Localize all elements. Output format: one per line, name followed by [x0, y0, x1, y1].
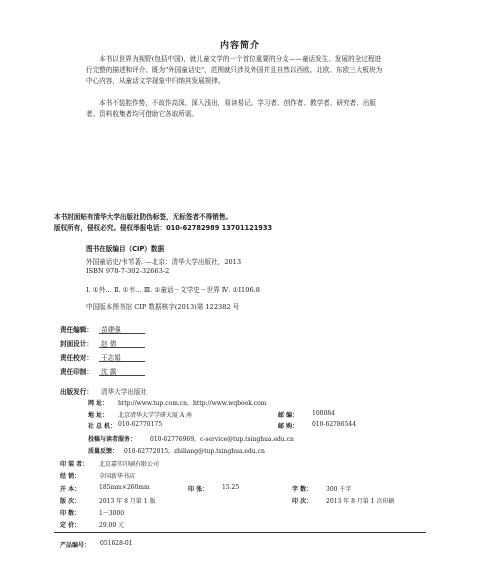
- summary-paragraph-1: 本书以世界为视野(包括中国)，就儿童文学的一个首位重要的分支——童话发生、发展的全过程进行完整的描述和评介。既为"外国童话史"，范围就只涉及外国并且自然以西欧、北欧、东欧三大板块为中心内容，从童话文学现象中归纳其发展规律。: [86, 55, 383, 85]
- word-count-label: 字 数：: [292, 486, 313, 493]
- price-value: 29.00 元: [99, 522, 125, 529]
- quality-feedback-label: 质量反馈：: [88, 448, 119, 455]
- quality-feedback-value: 010-62772015，zhiliang@tup.tsinghua.edu.cn: [124, 448, 265, 455]
- format-value: 185mm×260mm: [99, 484, 150, 491]
- address-label: 地 址：: [88, 412, 109, 419]
- edition-label: 版 次：: [60, 498, 81, 505]
- print-supervisor-label: 责任印制：: [60, 368, 93, 376]
- distributor-value: 全国新华书店: [99, 473, 136, 480]
- product-code-label: 产品编号：: [60, 542, 91, 549]
- printer-value: 北京嘉实印刷有限公司: [99, 461, 160, 468]
- anti-counterfeit-notice: 本书封面贴有清华大学出版社防伪标签，无标签者不得销售。: [54, 213, 233, 221]
- publisher-label: 出版发行：: [60, 388, 93, 396]
- cip-record: 中国版本图书馆 CIP 数据核字(2013)第 122382 号: [86, 303, 240, 311]
- proofreader-label: 责任校对：: [60, 354, 93, 362]
- website-label: 网 址：: [88, 400, 109, 407]
- editor-label: 责任编辑：: [60, 326, 93, 334]
- summary-title: 内容简介: [219, 41, 260, 51]
- price-label: 定 价：: [60, 522, 81, 529]
- summary-paragraph-2: 本书不装腔作势，不故作高深，深入浅出，易读易记。学习者、创作者、教学者、研究者、出版者、资料收集者均可借助它各取所需。: [86, 99, 376, 118]
- proofreader-underline: [99, 361, 145, 362]
- print-supervisor-underline: [99, 375, 145, 376]
- cip-isbn: ISBN 978-7-302-32663-2: [86, 267, 170, 275]
- impression-label: 印 次：: [292, 498, 313, 505]
- proofreader-value: 王志娟: [101, 354, 121, 362]
- impression-value: 2013 年 8 月第 1 次印刷: [326, 498, 395, 505]
- format-label: 开 本：: [60, 486, 81, 493]
- cover-design-underline: [99, 347, 145, 348]
- distributor-label: 经 销：: [60, 473, 81, 480]
- product-code-value: 051628-01: [100, 540, 133, 547]
- website-value: http://www.tup.com.cn，http://www.wqbook.com: [118, 400, 267, 407]
- cip-classification: Ⅰ. ①外… Ⅱ. ①韦… Ⅲ. ①童话－文学史－世界 Ⅳ. ①I106.8: [86, 286, 260, 294]
- print-run-value: 1～3000: [99, 510, 125, 517]
- editor-underline: [99, 333, 145, 334]
- word-count-value: 300 千字: [326, 486, 352, 493]
- mail-order-label: 邮 购：: [278, 423, 299, 430]
- mail-order-value: 010-62786544: [312, 421, 357, 428]
- editor-value: 苗建强: [101, 326, 121, 334]
- postcode-label: 邮 编：: [278, 412, 299, 419]
- print-run-label: 印 数：: [60, 510, 81, 517]
- print-supervisor-value: 沈 露: [101, 368, 117, 376]
- cover-design-value: 赵 倩: [101, 340, 117, 348]
- switchboard-value: 010-62770175: [118, 421, 163, 428]
- address-value: 北京清华大学学研大厦 A 座: [118, 412, 193, 419]
- printer-label: 印 装 者：: [60, 461, 89, 468]
- cover-design-label: 封面设计：: [60, 340, 93, 348]
- divider-line: [54, 532, 426, 533]
- switchboard-label: 社 总 机：: [88, 423, 117, 430]
- copyright-notice: 版权所有，侵权必究。侵权举报电话：010-62782989 13701121933: [54, 224, 273, 232]
- sheets-label: 印 张：: [188, 486, 209, 493]
- edition-value: 2013 年 8 月第 1 版: [99, 498, 156, 505]
- postcode-value: 100084: [312, 410, 335, 417]
- contribution-label: 投稿与读者服务：: [88, 436, 137, 443]
- publisher-value: 清华大学出版社: [101, 388, 148, 396]
- cip-heading: 图书在版编目（CIP）数据: [86, 245, 165, 253]
- sheets-value: 15.25: [222, 484, 240, 491]
- contribution-value: 010-62776969，c-service@tup.tsinghua.edu.cn: [150, 436, 294, 443]
- cip-entry: 外国童话史/韦苇著. —北京：清华大学出版社，2013: [86, 258, 242, 266]
